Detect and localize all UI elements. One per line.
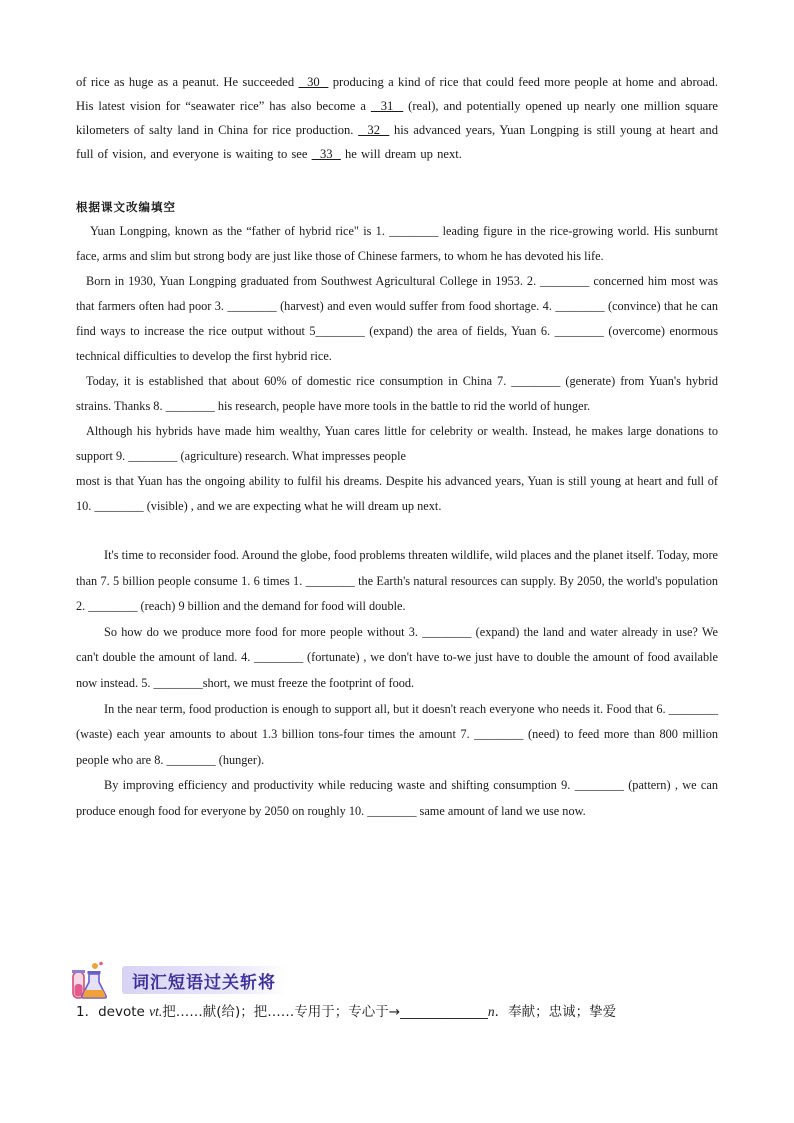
- retell-paragraph-1: Yuan Longping, known as the “father of hybrid rice" is 1. ________ leading figure in the rice-growing world. His sunburnt face, arms and slim but strong body are just like those of Chinese farmers, to whom he has devoted his life.: [76, 224, 718, 263]
- retell-paragraph-3: Today, it is established that about 60% of domestic rice consumption in China 7. ________ (generate) from Yuan's hybrid strains. Thanks 8. ________ his research, people have more tools in the battle to rid the world of hunger.: [76, 374, 718, 413]
- document-page: [76, 70, 718, 825]
- part-of-speech: vt.: [149, 1004, 163, 1019]
- passage-text: (real), and potentially opened up nearly one million square kilometers of salty land in China for rice production.: [76, 99, 719, 137]
- vocab-meaning-noun: ．奉献；忠诚；挚爱: [494, 1004, 617, 1020]
- food-section: [76, 543, 718, 825]
- item-number: 1．: [76, 1004, 99, 1020]
- lab-flask-icon: [70, 960, 110, 1000]
- passage-text: his advanced years, Yuan Longping is still young at heart and full of vision, and everyone is waiting to see: [76, 123, 718, 161]
- passage-text: producing a kind of rice that could feed more people at home and abroad. His latest vision for “seawater rice” has also become a: [76, 75, 718, 113]
- section-heading: 根据课文改编填空: [76, 200, 176, 214]
- food-paragraph-1: It's time to reconsider food. Around the globe, food problems threaten wildlife, wild places and the planet itself. Today, more than 7. 5 billion people consume 1. 6 times 1. ________ the Earth's natural resources can supply. By 2050, the world's population 2. ________ (reach) 9 billion and the demand for food will double.: [76, 548, 718, 614]
- vocab-section-header: [70, 958, 370, 1000]
- blank-33: 33: [311, 147, 341, 161]
- passage-text: of rice as huge as a peanut. He succeeded: [76, 75, 299, 89]
- vocab-word: devote: [98, 1004, 150, 1020]
- retell-paragraph-2: Born in 1930, Yuan Longping graduated from Southwest Agricultural College in 1953. 2. ________ concerned him most was that farmers often had poor 3. ________ (harvest) and even would suffer from food shortage. 4. ________ (convince) that he can find ways to increase the rice output without 5________ (expand) the area of fields, Yuan 6. ________ (overcome) enormous technical difficulties to develop the first hybrid rice.: [76, 274, 718, 363]
- vocab-title: 词汇短语过关斩将: [132, 973, 276, 993]
- food-paragraph-4: By improving efficiency and productivity while reducing waste and shifting consumption 9. ________ (pattern) , we can produce enough food for everyone by 2050 on roughly 10. ________ same amount of land we use now.: [76, 778, 718, 818]
- passage-text: he will dream up next.: [340, 147, 462, 161]
- blank-31: 31: [370, 99, 404, 113]
- part-of-speech-noun: n: [487, 1004, 495, 1019]
- food-paragraph-2: So how do we produce more food for more people without 3. ________ (expand) the land and water already in use? We can't double the amount of land. 4. ________ (fortunate) , we don't have to-we just have to double the amount of food available now instead. 5. ________short, we must freeze the footprint of food.: [76, 624, 718, 690]
- blank-30: 30: [298, 75, 329, 89]
- vocab-blank: _____________: [400, 1004, 488, 1020]
- vocab-item-1: [76, 1000, 616, 1020]
- retell-section: [76, 219, 718, 519]
- retell-paragraph-4b: most is that Yuan has the ongoing ability to fulfil his dreams. Despite his advanced years, Yuan is still young at heart and full of 10. ________ (visible) , and we are expecting what he will dream up next.: [76, 474, 718, 513]
- passage-top: [76, 70, 718, 166]
- blank-32: 32: [358, 123, 390, 137]
- retell-paragraph-4a: Although his hybrids have made him wealthy, Yuan cares little for celebrity or wealth. Instead, he makes large donations to support 9. ________ (agriculture) research. What impresses people: [76, 424, 718, 463]
- food-paragraph-3: In the near term, food production is enough to support all, but it doesn't reach everyone who needs it. Food that 6. ________ (waste) each year amounts to about 1.3 billion tons-four times the amount 7. ________ (need) to feed more than 800 million people who are 8. ________ (hunger).: [76, 701, 718, 767]
- vocab-meaning: 把……献(给)；把……专用于；专心于→: [162, 1004, 401, 1020]
